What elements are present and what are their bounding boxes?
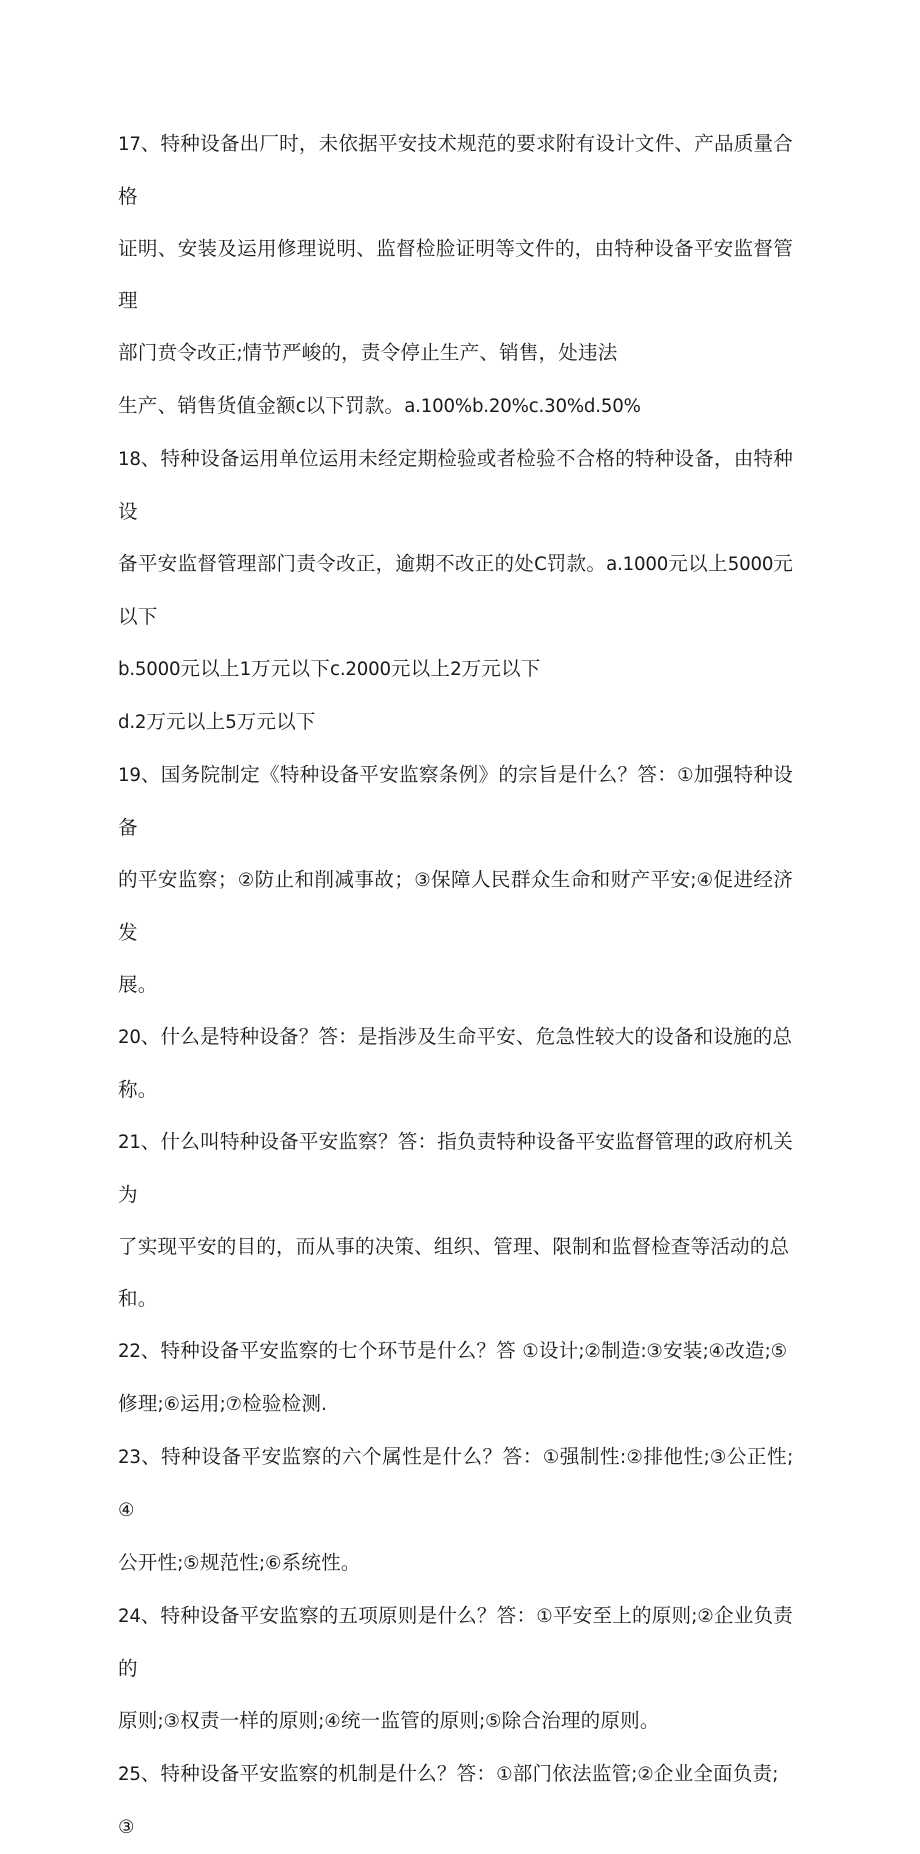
text-line: 19、国务院制定《特种设备平安监察条例》的宗旨是什么？答：①加强特种设备: [118, 763, 794, 839]
document-body: [118, 118, 793, 1854]
paragraph-q25: [118, 1748, 793, 1854]
paragraph-q23: [118, 1431, 793, 1590]
paragraph-q18: [118, 433, 793, 696]
text-line: 21、什么叫特种设备平安监察？答：指负责特种设备平安监督管理的政府机关为: [118, 1130, 793, 1206]
text-line: 18、特种设备运用单位运用未经定期检验或者检验不合格的特种设备，由特种设: [118, 447, 793, 523]
paragraph-q24: [118, 1590, 793, 1748]
paragraph-q17: [118, 118, 793, 433]
text-line: 备平安监督管理部门责令改正，逾期不改正的处C罚款。a.1000元以上5000元以下: [118, 552, 794, 628]
text-line: 了实现平安的目的，而从事的决策、组织、管理、限制和监督检查等活动的总和。: [118, 1235, 790, 1310]
text-line: 20、什么是特种设备？答：是指涉及生命平安、危急性较大的设备和设施的总称。: [118, 1025, 793, 1101]
text-line: 原则;③权责一样的原则;④统一监管的原则;⑤除合治理的原则。: [118, 1709, 660, 1732]
text-line: 修理;⑥运用;⑦检验检测.: [118, 1392, 327, 1415]
text-line: d.2万元以上5万元以下: [118, 710, 316, 733]
paragraph-q19: [118, 749, 793, 1011]
text-line: b.5000元以上1万元以下c.2000元以上2万元以下: [118, 657, 541, 680]
text-line: 展。: [118, 973, 158, 996]
text-line: 23、特种设备平安监察的六个属性是什么？答：①强制性:②排他性;③公正性;④: [118, 1445, 794, 1521]
paragraph-q20: [118, 1011, 793, 1116]
text-line: 部门贲令改正;情节严峻的，责令停止生产、销售，处违法: [118, 341, 618, 364]
text-line: 17、特种设备出厂时，未依据平安技术规范的要求附有设计文件、产品质量合格: [118, 132, 793, 208]
paragraph-q21: [118, 1116, 793, 1325]
text-line: 24、特种设备平安监察的五项原则是什么？答：①平安至上的原则;②企业负责的: [118, 1604, 793, 1680]
text-line: 证明、安装及运用修理说明、监督检脸证明等文件的，由特种设备平安监督管理: [118, 237, 793, 312]
text-line: 22、特种设备平安监察的七个环节是什么？答 ①设计;②制造:③安装;④改造;⑤: [118, 1339, 788, 1362]
text-line: 公开性;⑤规范性;⑥系统性。: [118, 1551, 361, 1574]
text-line: 的平安监察；②防止和削减事故；③保障人民群众生命和财产平安;④促进经济发: [118, 868, 794, 944]
paragraph-q18-option-d: [118, 696, 793, 749]
text-line: 25、特种设备平安监察的机制是什么？答：①部门依法监管;②企业全面负责;③: [118, 1762, 779, 1838]
paragraph-q22: [118, 1325, 793, 1431]
text-line: 生产、销售货值金额c以下罚款。a.100%b.20%c.30%d.50%: [118, 394, 641, 417]
